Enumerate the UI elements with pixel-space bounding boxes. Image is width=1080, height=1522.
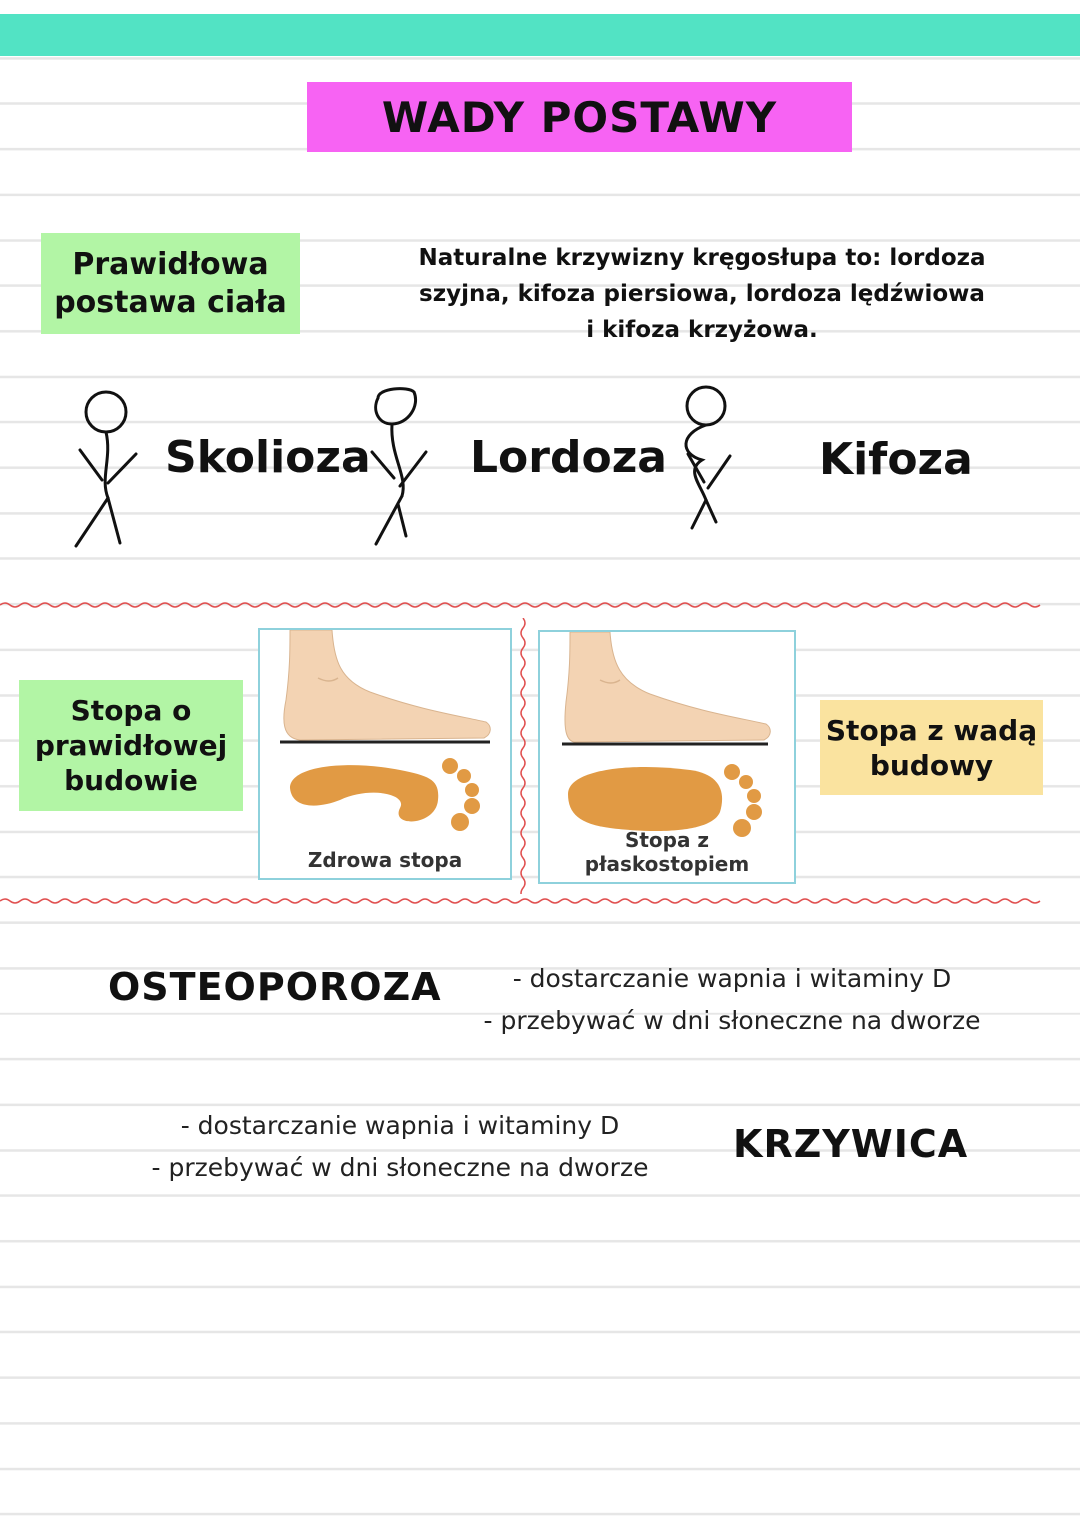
flat-foot-icon [540, 632, 794, 842]
lordosis-figure-icon [368, 386, 438, 555]
disease-osteoporoza: OSTEOPOROZA [108, 965, 442, 1009]
scoliosis-figure-icon [70, 388, 150, 557]
krzywica-tips [120, 1105, 680, 1189]
tip-item: - przebywać w dni słoneczne na dworze [151, 1153, 649, 1182]
tip-item: - dostarczanie wapnia i witaminy D [180, 1111, 620, 1140]
tip-item: - dostarczanie wapnia i witaminy D [512, 964, 952, 993]
tip-item: - przebywać w dni słoneczne na dworze [483, 1006, 981, 1035]
defect-foot-label: Stopa z wadą budowy [825, 713, 1038, 782]
healthy-foot-label: Stopa o prawidłowej budowie [34, 694, 228, 797]
flat-foot-image [538, 630, 796, 884]
flat-foot-caption: Stopa z płaskostopiem [584, 828, 750, 876]
disease-krzywica: KRZYWICA [733, 1122, 969, 1166]
correct-posture-label: Prawidłowa postawa ciała [54, 247, 287, 320]
posture-lordoza: Lordoza [470, 432, 667, 483]
healthy-foot-icon [260, 630, 510, 840]
vertical-wavy-divider [517, 618, 529, 894]
posture-kifoza: Kifoza [819, 434, 973, 485]
kyphosis-figure-icon [680, 384, 740, 538]
healthy-foot-note [19, 680, 243, 811]
top-color-bar [0, 14, 1080, 56]
posture-skolioza: Skolioza [165, 432, 371, 483]
osteoporoza-tips [452, 958, 1012, 1042]
defect-foot-note [820, 700, 1043, 795]
natural-curves-text: Naturalne krzywizny kręgosłupa to: lordoza szyjna, kifoza piersiowa, lordoza lędźwiowa i kifoza krzyżowa. [418, 245, 986, 343]
healthy-foot-caption: Zdrowa stopa [307, 848, 463, 872]
page-title: WADY POSTAWY [381, 92, 778, 142]
top-wavy-divider [0, 600, 1080, 610]
bottom-wavy-divider [0, 896, 1080, 906]
healthy-foot-image [258, 628, 512, 880]
correct-posture-note [41, 233, 300, 334]
title-highlight [307, 82, 852, 152]
